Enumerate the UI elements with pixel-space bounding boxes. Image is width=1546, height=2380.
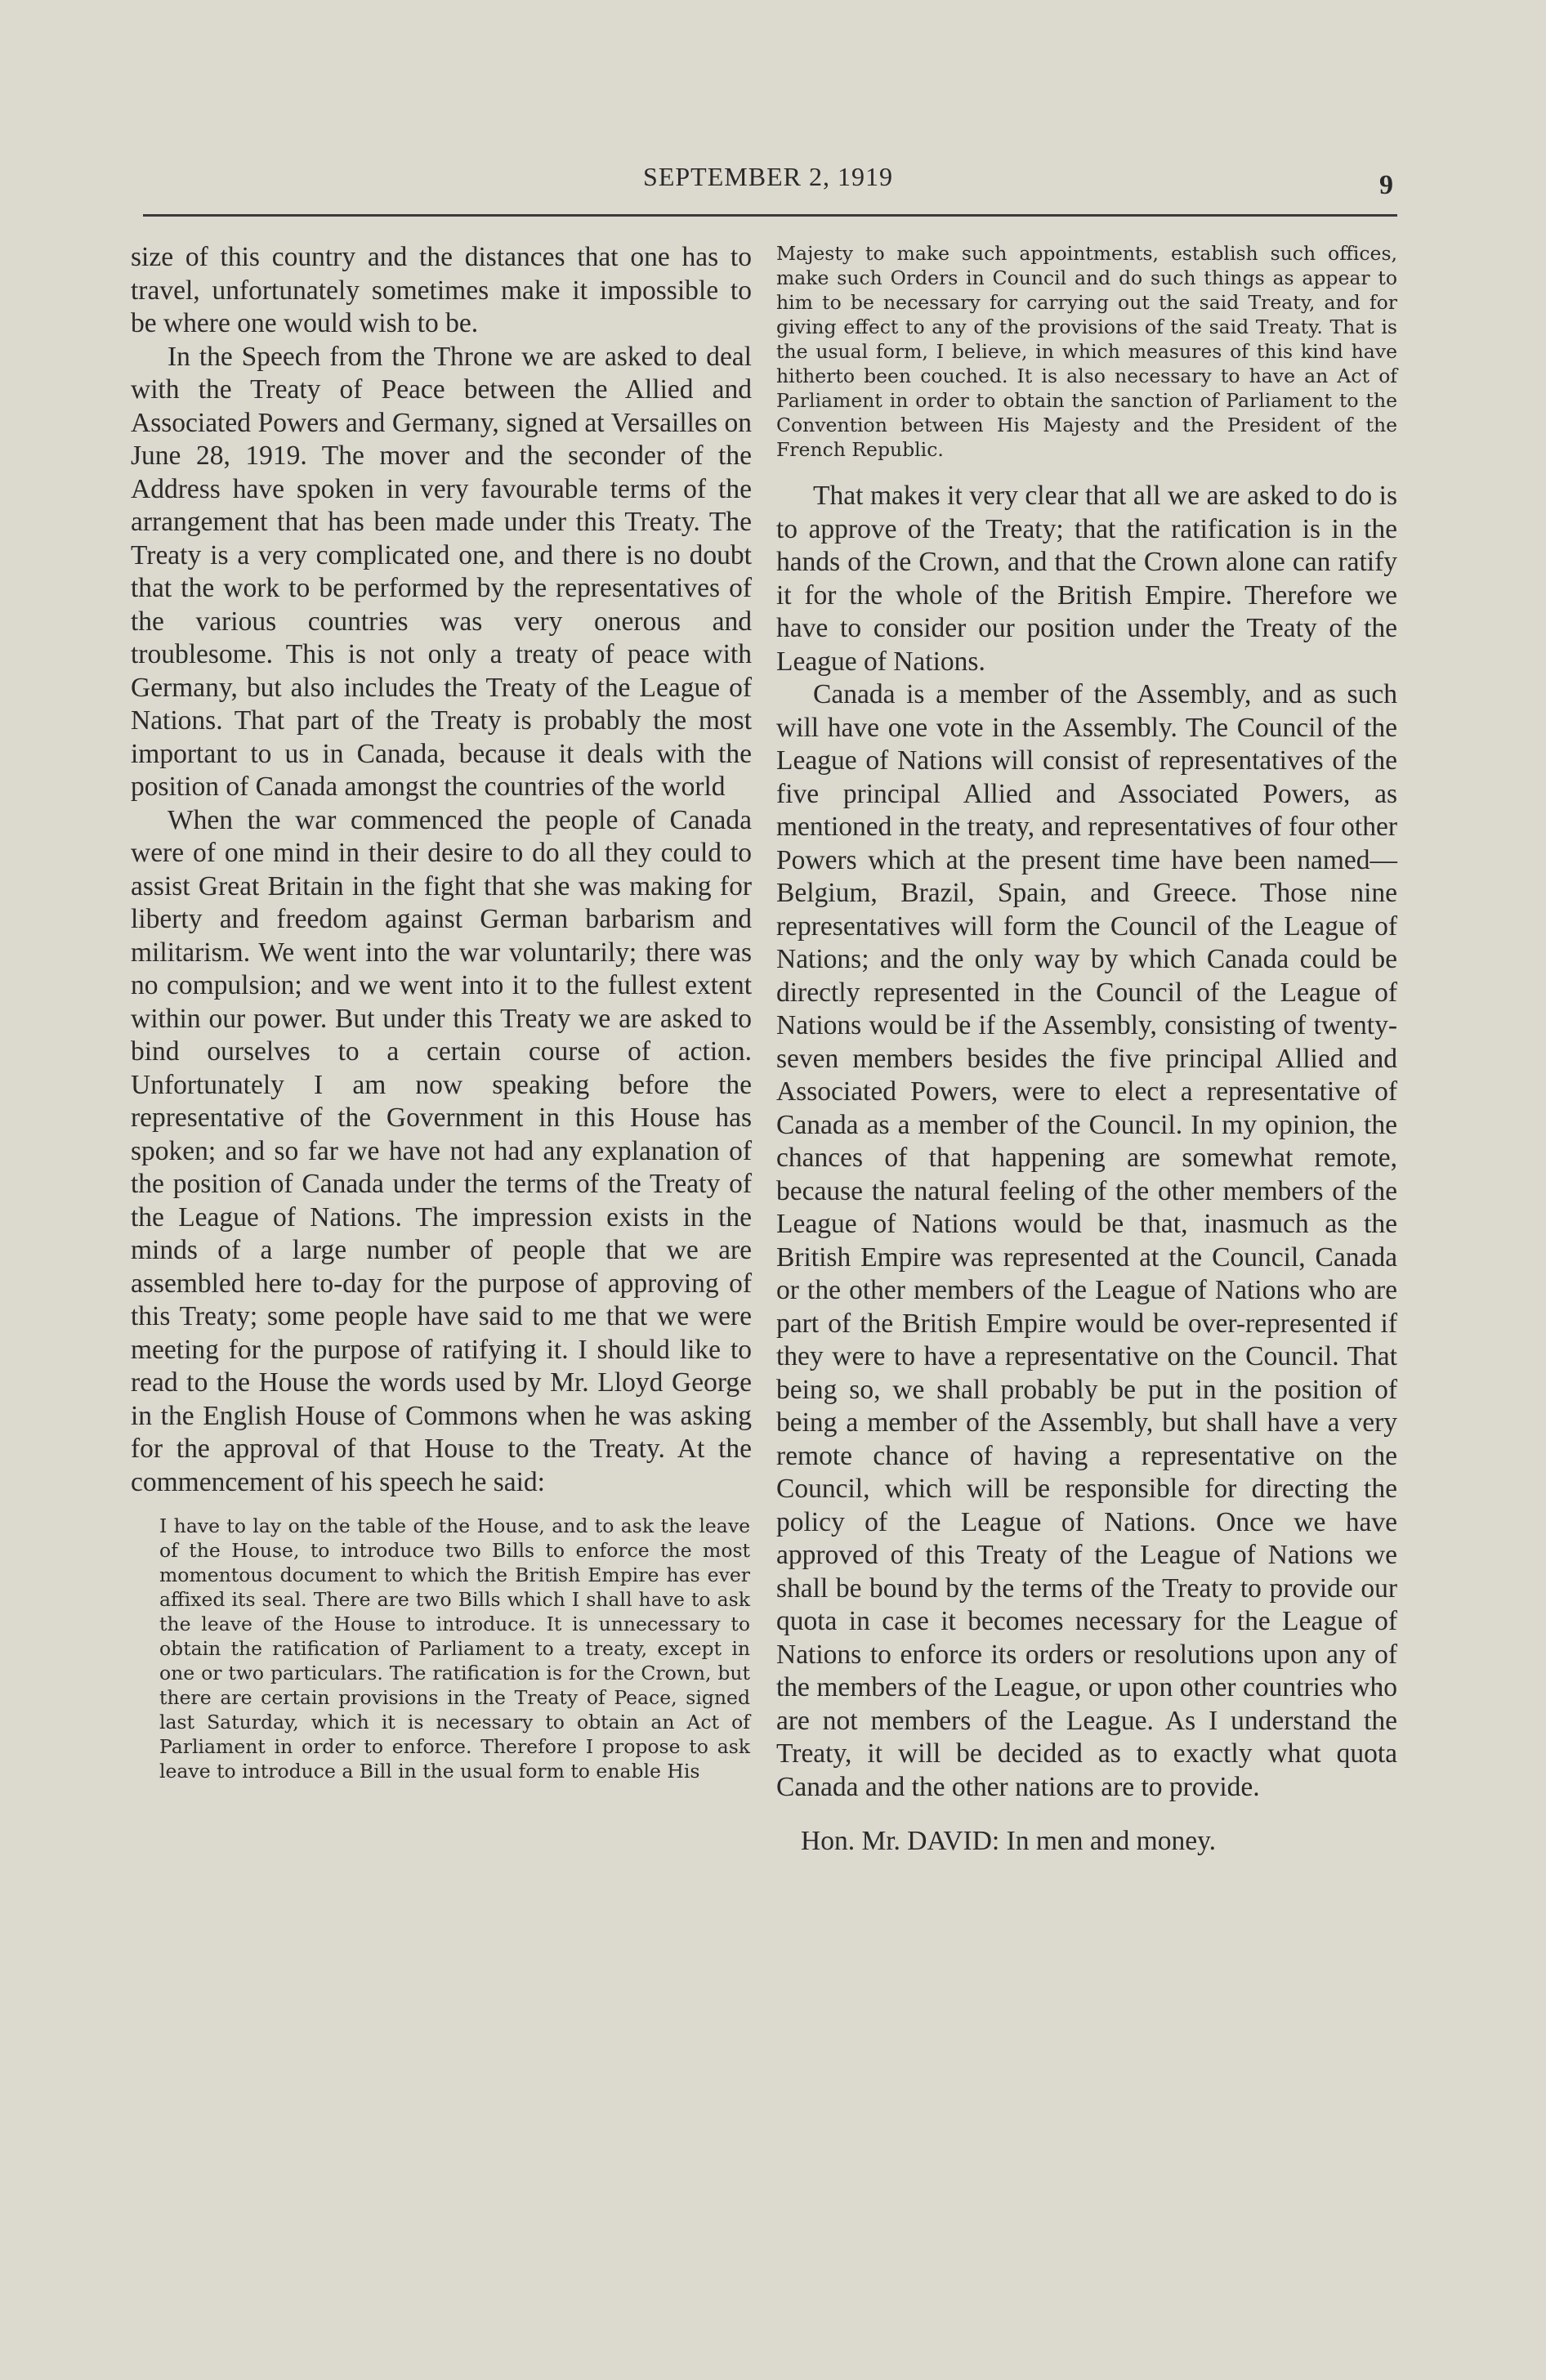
header-rule <box>143 214 1397 217</box>
page-number: 9 <box>1379 170 1393 200</box>
left-paragraph-1: size of this country and the distances that one has to travel, unfortunately sometimes make it impossible to be where one would wish to be. <box>131 242 752 338</box>
speaker-line: Hon. Mr. DAVID: In men and money. <box>801 1826 1217 1856</box>
right-paragraph-2: Canada is a member of the Assembly, and as such will have one vote in the Assembly. The Council of the League of Nations will consist of representatives of the five principal Allied and Associated Powers, as mentioned in the treaty, and representatives of four other Powers which at the present time have been named—Belgium, Brazil, Spain, and Greece. Those nine representatives will form the Council of the League of Nations; and the only way by which Canada could be directly represented in the Council of the League of Nations would be if the Assembly, consisting of twenty-seven members besides the five principal Allied and Associated Powers, were to elect a representative of Canada as a member of the Council. In my opinion, the chances of that happening are somewhat remote, because the natural feeling of the other members of the League of Nations would be that, inasmuch as the British Empire was represented at the Council, Canada or the other members of the League of Nations who are part of the British Empire would be over-represented if they were to have a representative on the Council. That being so, we shall probably be put in the position of being a member of the Assembly, but shall have a very remote chance of having a representative on the Council, which will be responsible for directing the policy of the League of Nations. Once we have approved of this Treaty of the League of Nations we shall be bound by the terms of the Treaty to provide our quota in case it becomes necessary for the League of Nations to enforce its orders or resolutions upon any of the members of the League, or upon other countries who are not members of the League. As I understand the Treaty, it will be decided as to exactly what quota Canada and the other nations are to provide. <box>776 679 1397 1802</box>
right-column <box>776 241 1397 1859</box>
left-paragraph-3: When the war commenced the people of Canada were of one mind in their desire to do all they could to assist Great Britain in the fight that she was making for liberty and freedom against German barbarism and militarism. We went into the war voluntarily; there was no compulsion; and we went into it to the fullest extent within our power. But under this Treaty we are asked to bind ourselves to a certain course of action. Unfortunately I am now speaking before the representative of the Government in this House has spoken; and so far we have not had any explanation of the position of Canada under the terms of the Treaty of the League of Nations. The impression exists in the minds of a large number of people that we are assembled here to-day for the purpose of approving of this Treaty; some people have said to me that we were meeting for the purpose of ratifying it. I should like to read to the House the words used by Mr. Lloyd George in the English House of Commons when he was asking for the approval of that House to the Treaty. At the commencement of his speech he said: <box>131 804 752 1497</box>
running-head-date: SEPTEMBER 2, 1919 <box>643 162 893 191</box>
right-paragraph-1: That makes it very clear that all we are asked to do is to approve of the Treaty; that the ratification is in the hands of the Crown, and that the Crown alone can ratify it for the whole of the British Empire. Therefore we have to consider our position under the Treaty of the League of Nations. <box>776 481 1397 677</box>
page-header <box>143 155 1393 204</box>
left-column <box>131 241 752 1783</box>
left-block-quote: I have to lay on the table of the House, and to ask the leave of the House, to introduce two Bills to enforce the most momentous document to which the British Empire has ever affixed its seal. There are two Bills which I shall have to ask the leave of the House to introduce. It is unnecessary to obtain the ratification of Parliament to a treaty, except in one or two particulars. The ratification is for the Crown, but there are certain provisions in the Treaty of Peace, signed last Saturday, which it is necessary to obtain an Act of Parliament in order to enforce. Therefore I propose to ask leave to introduce a Bill in the usual form to enable His <box>159 1514 750 1783</box>
left-paragraph-2: In the Speech from the Throne we are asked to deal with the Treaty of Peace between the Allied and Associated Powers and Germany, signed at Versailles on June 28, 1919. The mover and the seconder of the Address have spoken in very favourable terms of the arrangement that has been made under this Treaty. The Treaty is a very complicated one, and there is no doubt that the work to be performed by the representatives of the various countries was very onerous and troublesome. This is not only a treaty of peace with Germany, but also includes the Treaty of the League of Nations. That part of the Treaty is probably the most important to us in Canada, because it deals with the position of Canada amongst the countries of the world <box>131 341 752 802</box>
right-block-quote: Majesty to make such appointments, establish such offices, make such Orders in Council and do such things as appear to him to be necessary for carrying out the said Treaty, and for giving effect to any of the provisions of the said Treaty. That is the usual form, I believe, in which measures of this kind have hitherto been couched. It is also necessary to have an Act of Parliament in order to obtain the sanction of Parliament to the Convention between His Majesty and the President of the French Republic. <box>776 242 1397 461</box>
